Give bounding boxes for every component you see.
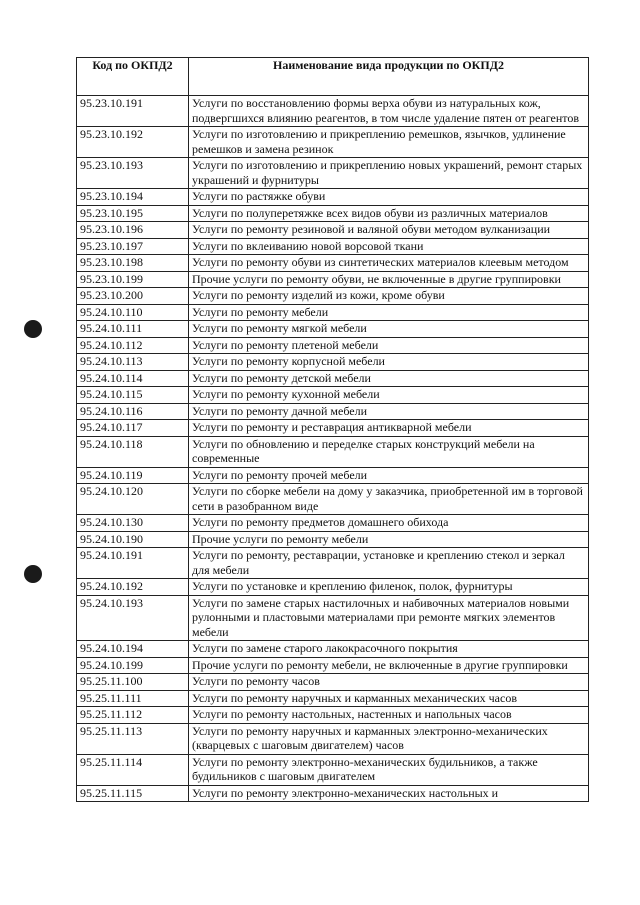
row-name: Услуги по ремонту наручных и карманных механических часов bbox=[189, 690, 589, 707]
table-row bbox=[77, 467, 589, 484]
row-code: 95.25.11.111 bbox=[77, 690, 189, 707]
row-name: Услуги по ремонту, реставрации, установке и креплению стекол и зеркал для мебели bbox=[189, 548, 589, 579]
table-row bbox=[77, 158, 589, 189]
okpd2-table bbox=[76, 57, 589, 802]
table-row bbox=[77, 354, 589, 371]
table-row bbox=[77, 641, 589, 658]
row-code: 95.24.10.113 bbox=[77, 354, 189, 371]
row-name: Услуги по ремонту кухонной мебели bbox=[189, 387, 589, 404]
row-code: 95.23.10.191 bbox=[77, 96, 189, 127]
table-header-row bbox=[77, 58, 589, 96]
table-row bbox=[77, 96, 589, 127]
table-row bbox=[77, 548, 589, 579]
row-name: Услуги по замене старого лакокрасочного покрытия bbox=[189, 641, 589, 658]
table-row bbox=[77, 484, 589, 515]
header-name: Наименование вида продукции по ОКПД2 bbox=[189, 58, 589, 96]
table-row bbox=[77, 690, 589, 707]
row-code: 95.24.10.192 bbox=[77, 579, 189, 596]
row-code: 95.25.11.113 bbox=[77, 723, 189, 754]
row-code: 95.23.10.196 bbox=[77, 222, 189, 239]
header-code: Код по ОКПД2 bbox=[77, 58, 189, 96]
table-row bbox=[77, 657, 589, 674]
table-row bbox=[77, 304, 589, 321]
row-code: 95.24.10.130 bbox=[77, 515, 189, 532]
row-name: Услуги по обновлению и переделке старых конструкций мебели на современные bbox=[189, 436, 589, 467]
row-code: 95.24.10.120 bbox=[77, 484, 189, 515]
row-name: Прочие услуги по ремонту мебели, не включенные в другие группировки bbox=[189, 657, 589, 674]
table-row bbox=[77, 205, 589, 222]
table-row bbox=[77, 288, 589, 305]
row-name: Услуги по ремонту мягкой мебели bbox=[189, 321, 589, 338]
row-name: Услуги по ремонту резиновой и валяной обуви методом вулканизации bbox=[189, 222, 589, 239]
row-name: Услуги по ремонту настольных, настенных и напольных часов bbox=[189, 707, 589, 724]
row-code: 95.23.10.199 bbox=[77, 271, 189, 288]
row-code: 95.24.10.118 bbox=[77, 436, 189, 467]
row-code: 95.25.11.100 bbox=[77, 674, 189, 691]
table-row bbox=[77, 238, 589, 255]
row-name: Услуги по ремонту предметов домашнего обихода bbox=[189, 515, 589, 532]
row-code: 95.24.10.111 bbox=[77, 321, 189, 338]
table-row bbox=[77, 436, 589, 467]
row-code: 95.24.10.110 bbox=[77, 304, 189, 321]
table-row bbox=[77, 370, 589, 387]
row-code: 95.24.10.119 bbox=[77, 467, 189, 484]
row-name: Услуги по ремонту обуви из синтетических материалов клеевым методом bbox=[189, 255, 589, 272]
row-name: Услуги по изготовлению и прикреплению новых украшений, ремонт старых украшений и фурнитуры bbox=[189, 158, 589, 189]
row-code: 95.24.10.193 bbox=[77, 595, 189, 641]
row-code: 95.25.11.115 bbox=[77, 785, 189, 802]
table-row bbox=[77, 127, 589, 158]
row-code: 95.24.10.199 bbox=[77, 657, 189, 674]
row-code: 95.23.10.198 bbox=[77, 255, 189, 272]
row-name: Услуги по ремонту и реставрация антикварной мебели bbox=[189, 420, 589, 437]
table-row bbox=[77, 271, 589, 288]
table-row bbox=[77, 707, 589, 724]
row-code: 95.24.10.194 bbox=[77, 641, 189, 658]
row-code: 95.25.11.112 bbox=[77, 707, 189, 724]
row-name: Прочие услуги по ремонту мебели bbox=[189, 531, 589, 548]
table-row bbox=[77, 531, 589, 548]
row-name: Услуги по ремонту дачной мебели bbox=[189, 403, 589, 420]
table-row bbox=[77, 723, 589, 754]
table-row bbox=[77, 337, 589, 354]
row-name: Услуги по полуперетяжке всех видов обуви из различных материалов bbox=[189, 205, 589, 222]
table-row bbox=[77, 754, 589, 785]
row-code: 95.24.10.115 bbox=[77, 387, 189, 404]
row-name: Услуги по ремонту плетеной мебели bbox=[189, 337, 589, 354]
punch-hole-mark bbox=[24, 565, 42, 583]
table-row bbox=[77, 579, 589, 596]
row-code: 95.25.11.114 bbox=[77, 754, 189, 785]
row-code: 95.24.10.117 bbox=[77, 420, 189, 437]
row-name: Услуги по сборке мебели на дому у заказчика, приобретенной им в торговой сети в разобранном виде bbox=[189, 484, 589, 515]
row-name: Услуги по ремонту мебели bbox=[189, 304, 589, 321]
table-row bbox=[77, 785, 589, 802]
row-name: Услуги по вклеиванию новой ворсовой ткани bbox=[189, 238, 589, 255]
row-name: Услуги по установке и креплению филенок, полок, фурнитуры bbox=[189, 579, 589, 596]
row-name: Услуги по ремонту наручных и карманных электронно-механических (кварцевых с шаговым двигателем) часов bbox=[189, 723, 589, 754]
row-name: Услуги по ремонту электронно-механических настольных и bbox=[189, 785, 589, 802]
row-code: 95.24.10.116 bbox=[77, 403, 189, 420]
row-code: 95.24.10.190 bbox=[77, 531, 189, 548]
row-code: 95.23.10.193 bbox=[77, 158, 189, 189]
table-row bbox=[77, 515, 589, 532]
row-name: Прочие услуги по ремонту обуви, не включенные в другие группировки bbox=[189, 271, 589, 288]
row-name: Услуги по ремонту электронно-механических будильников, а также будильников с шаговым двигателем bbox=[189, 754, 589, 785]
table-row bbox=[77, 387, 589, 404]
row-code: 95.24.10.112 bbox=[77, 337, 189, 354]
row-name: Услуги по ремонту часов bbox=[189, 674, 589, 691]
row-code: 95.24.10.114 bbox=[77, 370, 189, 387]
row-code: 95.23.10.192 bbox=[77, 127, 189, 158]
row-name: Услуги по ремонту изделий из кожи, кроме обуви bbox=[189, 288, 589, 305]
row-code: 95.23.10.194 bbox=[77, 189, 189, 206]
row-name: Услуги по восстановлению формы верха обуви из натуральных кож, подвергшихся влиянию реагентов, в том числе удаление пятен от реагентов bbox=[189, 96, 589, 127]
table-row bbox=[77, 255, 589, 272]
table-row bbox=[77, 222, 589, 239]
row-code: 95.23.10.197 bbox=[77, 238, 189, 255]
table-row bbox=[77, 189, 589, 206]
row-code: 95.23.10.200 bbox=[77, 288, 189, 305]
table-row bbox=[77, 420, 589, 437]
row-name: Услуги по ремонту прочей мебели bbox=[189, 467, 589, 484]
row-code: 95.24.10.191 bbox=[77, 548, 189, 579]
row-name: Услуги по ремонту детской мебели bbox=[189, 370, 589, 387]
table-row bbox=[77, 403, 589, 420]
table-row bbox=[77, 595, 589, 641]
table-row bbox=[77, 321, 589, 338]
row-code: 95.23.10.195 bbox=[77, 205, 189, 222]
row-name: Услуги по растяжке обуви bbox=[189, 189, 589, 206]
punch-hole-mark bbox=[24, 320, 42, 338]
row-name: Услуги по изготовлению и прикреплению ремешков, язычков, удлинение ремешков и замена резинок bbox=[189, 127, 589, 158]
row-name: Услуги по замене старых настилочных и набивочных материалов новыми рулонными и пластовыми материалами при ремонте мягких элементов мебели bbox=[189, 595, 589, 641]
table-row bbox=[77, 674, 589, 691]
row-name: Услуги по ремонту корпусной мебели bbox=[189, 354, 589, 371]
